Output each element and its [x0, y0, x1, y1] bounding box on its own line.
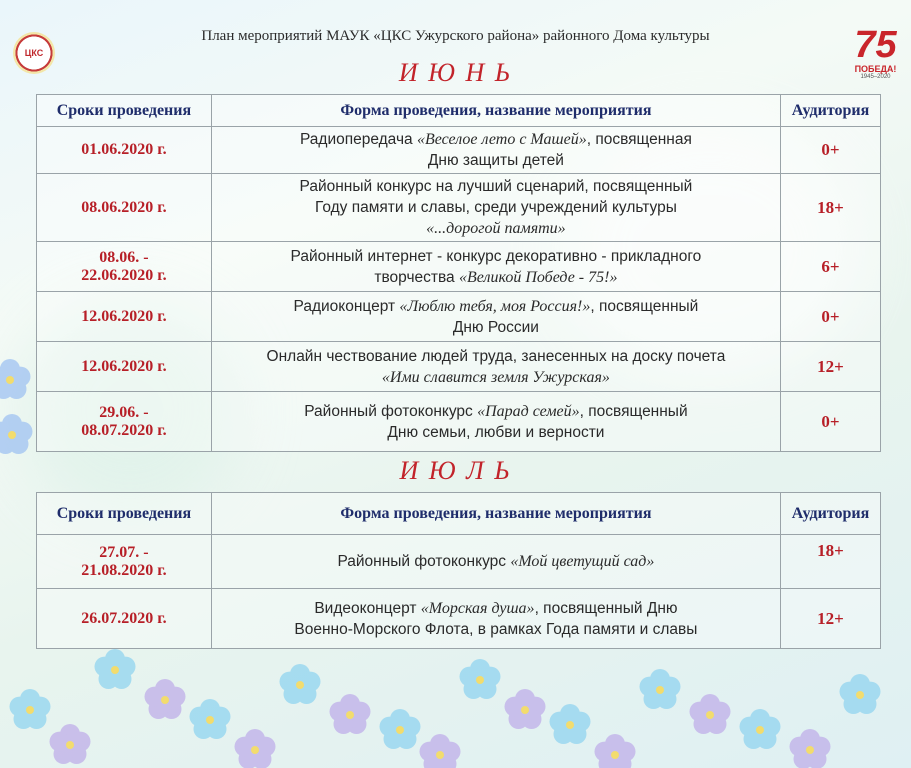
flower-decoration	[0, 600, 911, 768]
table-row: 08.06. - 22.06.2020 г. Районный интернет - конкурс декоративно - прикладного творчества «Великой Победе - 75!» 6+	[37, 242, 881, 292]
table-header-row	[37, 95, 881, 127]
table-row: 27.07. - 21.08.2020 г. Районный фотоконкурс «Мой цветущий сад» 18+	[37, 535, 881, 589]
table-row: 12.06.2020 г. Онлайн чествование людей труда, занесенных на доску почета «Ими славится земля Ужурская» 12+	[37, 342, 881, 392]
col-header-date: Сроки проведения	[37, 493, 212, 535]
flower-decoration-left	[0, 340, 40, 460]
col-header-event: Форма проведения, название мероприятия	[211, 95, 780, 127]
cks-logo: ЦКС	[13, 32, 55, 74]
table-header-row	[37, 493, 881, 535]
table-row: 12.06.2020 г. Радиоконцерт «Люблю тебя, моя Россия!», посвященный Дню России 0+	[37, 292, 881, 342]
col-header-event: Форма проведения, название мероприятия	[211, 493, 780, 535]
table-row: 01.06.2020 г. Радиопередача «Веселое лето с Машей», посвященная Дню защиты детей 0+	[37, 127, 881, 174]
table-row: 29.06. - 08.07.2020 г. Районный фотоконкурс «Парад семей», посвященный Дню семьи, любви и верности 0+	[37, 392, 881, 452]
victory-75-logo: 75 ПОБЕДА! 1945–2020	[854, 24, 897, 80]
june-table	[36, 94, 881, 452]
june-heading: И Ю Н Ь	[398, 58, 513, 87]
page-title: План мероприятий МАУК «ЦКС Ужурского района» районного Дома культуры	[201, 28, 710, 44]
july-heading: И Ю Л Ь	[399, 456, 512, 485]
table-row: 08.06.2020 г. Районный конкурс на лучший сценарий, посвященный Году памяти и славы, среди учреждений культуры «...дорогой памяти» 18+	[37, 174, 881, 242]
col-header-audience: Аудитория	[781, 95, 881, 127]
col-header-audience: Аудитория	[781, 493, 881, 535]
col-header-date: Сроки проведения	[37, 95, 212, 127]
table-row: 26.07.2020 г. Видеоконцерт «Морская душа», посвященный Дню Военно-Морского Флота, в рамках Года памяти и славы 12+	[37, 589, 881, 649]
